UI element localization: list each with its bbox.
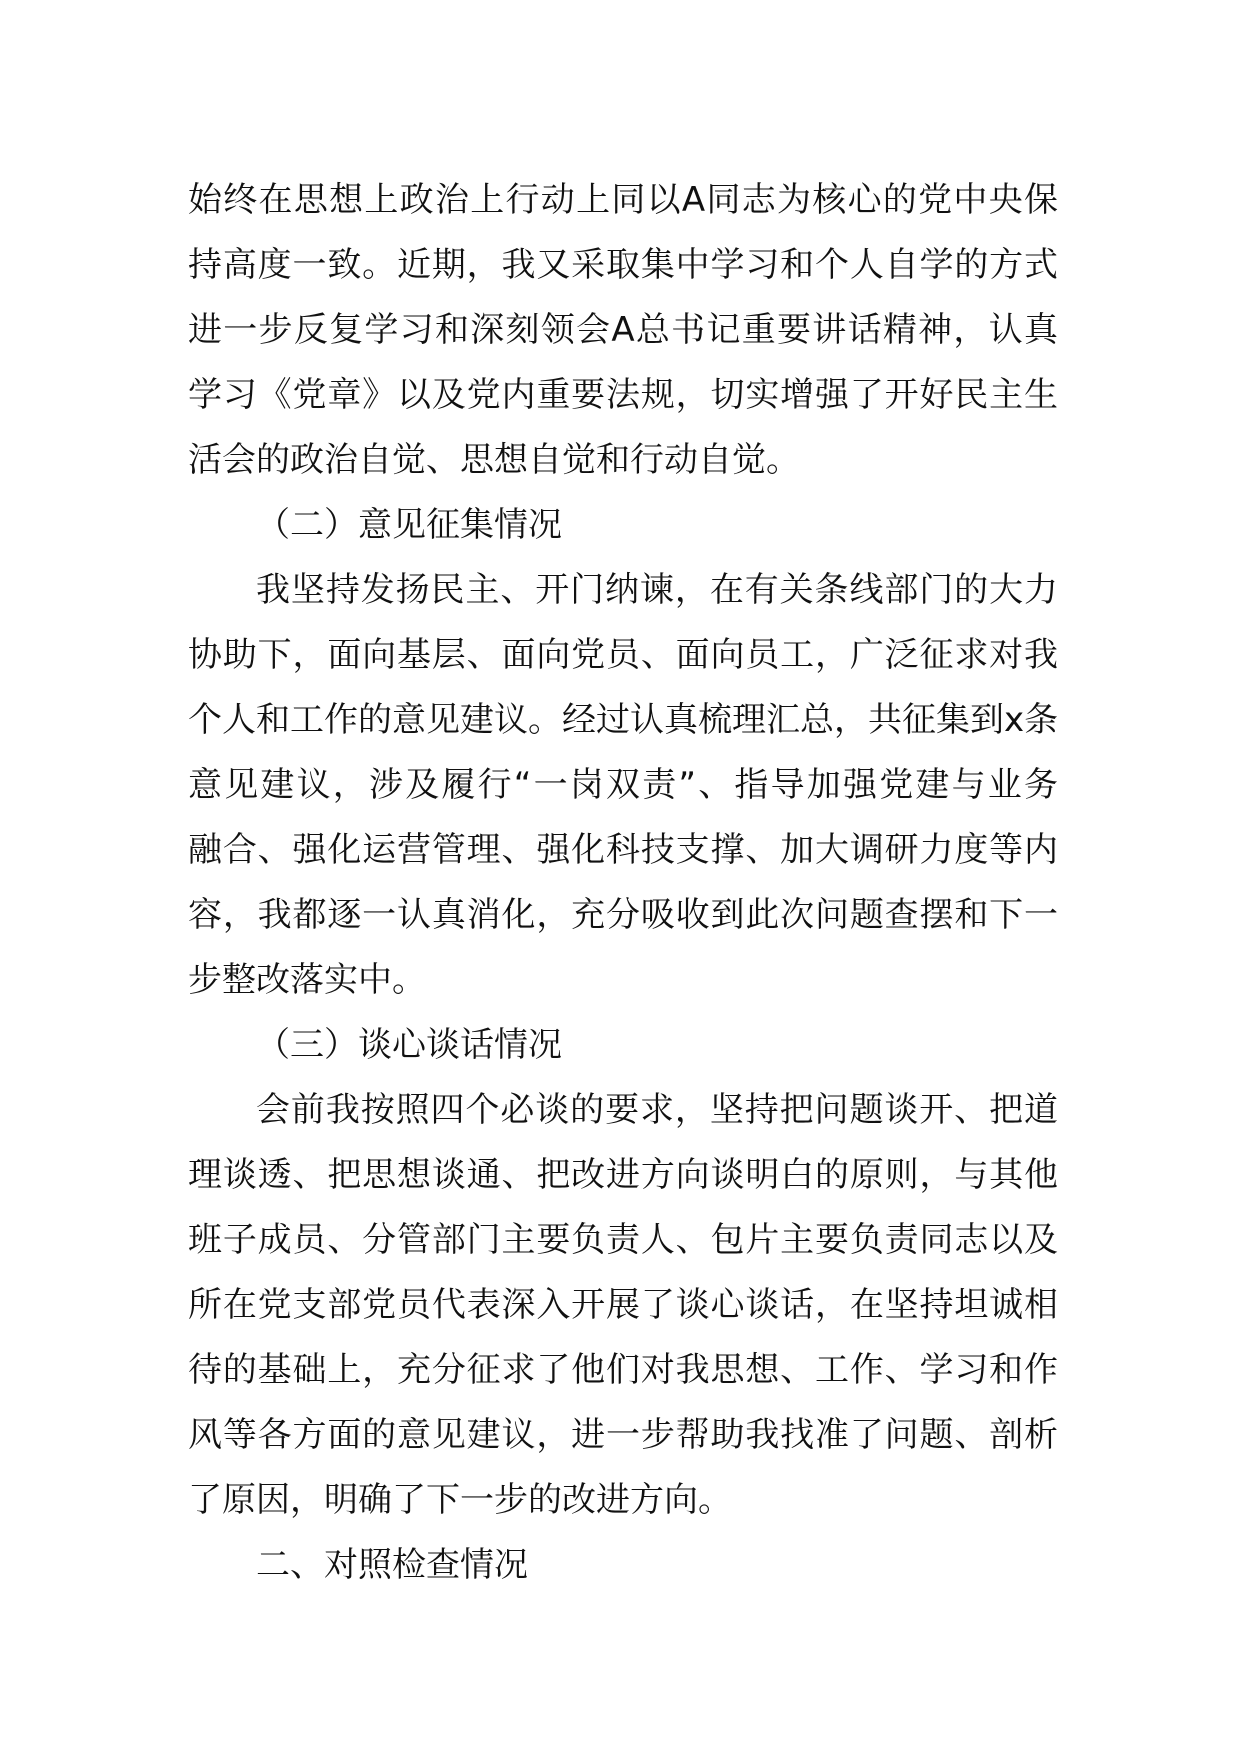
text-line: 步整改落实中。 <box>188 960 426 1000</box>
text-line: 待的基础上，充分征求了他们对我思想、工作、学习和作 <box>188 1350 1058 1390</box>
text-line: 进一步反复学习和深刻领会A总书记重要讲话精神，认真 <box>188 310 1058 350</box>
text-line: 协助下，面向基层、面向党员、面向员工，广泛征求对我 <box>188 635 1058 675</box>
text-line: 班子成员、分管部门主要负责人、包片主要负责同志以及 <box>188 1220 1058 1260</box>
text-line: 持高度一致。近期，我又采取集中学习和个人自学的方式 <box>188 245 1058 285</box>
text-line: 个人和工作的意见建议。经过认真梳理汇总，共征集到x条 <box>188 700 1059 740</box>
text-line: 我坚持发扬民主、开门纳谏，在有关条线部门的大力 <box>256 570 1058 610</box>
text-line: 活会的政治自觉、思想自觉和行动自觉。 <box>188 440 800 480</box>
text-line: 始终在思想上政治上行动上同以A同志为核心的党中央保 <box>188 180 1058 220</box>
text-line: 了原因，明确了下一步的改进方向。 <box>188 1480 732 1520</box>
document-body <box>188 168 1058 1598</box>
text-line: 容，我都逐一认真消化，充分吸收到此次问题查摆和下一 <box>188 895 1058 935</box>
text-line: 意见建议，涉及履行“一岗双责”、指导加强党建与业务 <box>188 765 1058 805</box>
text-line: 会前我按照四个必谈的要求，坚持把问题谈开、把道 <box>256 1090 1058 1130</box>
text-line: 风等各方面的意见建议，进一步帮助我找准了问题、剖析 <box>188 1415 1058 1455</box>
text-line: （二）意见征集情况 <box>256 505 562 545</box>
text-line: （三）谈心谈话情况 <box>256 1025 562 1065</box>
text-line: 所在党支部党员代表深入开展了谈心谈话，在坚持坦诚相 <box>188 1285 1058 1325</box>
text-line: 融合、强化运营管理、强化科技支撑、加大调研力度等内 <box>188 830 1058 870</box>
text-line: 理谈透、把思想谈通、把改进方向谈明白的原则，与其他 <box>188 1155 1058 1195</box>
text-line: 学习《党章》以及党内重要法规，切实增强了开好民主生 <box>188 375 1058 415</box>
text-line: 二、对照检查情况 <box>256 1545 528 1585</box>
